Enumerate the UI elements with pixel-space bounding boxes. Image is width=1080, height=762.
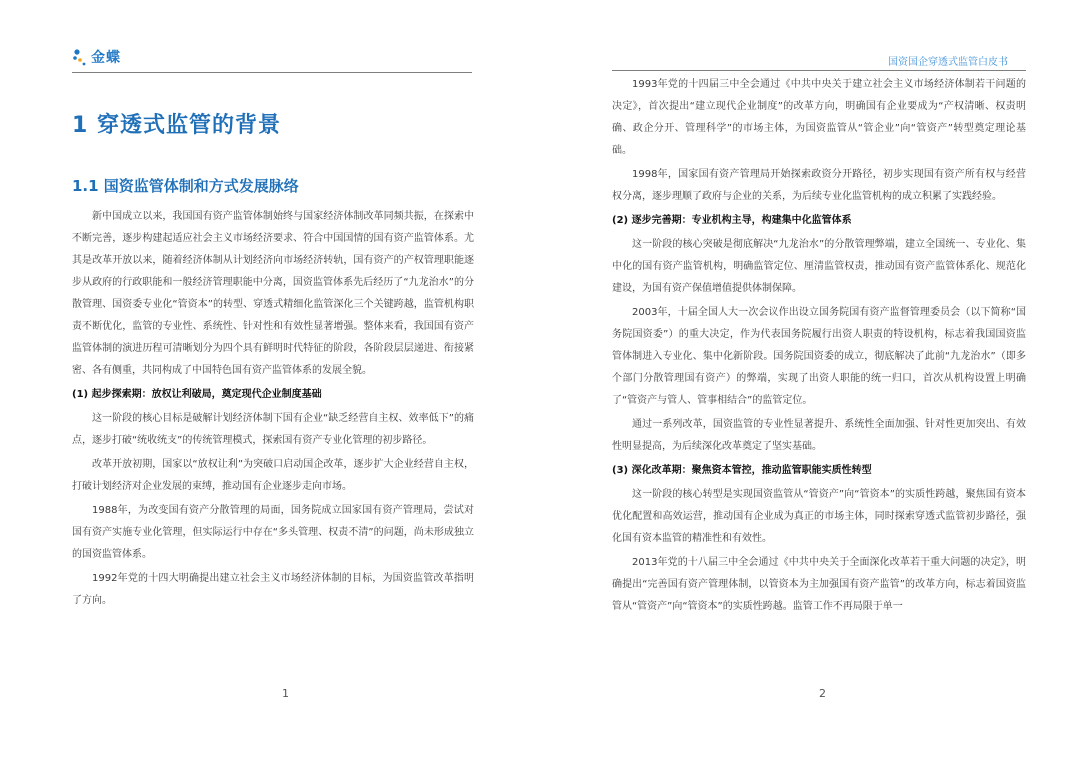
paragraph: 1992年党的十四大明确提出建立社会主义市场经济体制的目标，为国资监管改革指明了方向。: [72, 573, 474, 606]
paragraph: 1993年党的十四届三中全会通过《中共中央关于建立社会主义市场经济体制若干问题的决定》，首次提出“建立现代企业制度”的改革方向，明确国有企业要成为“产权清晰、权责明确、政企分开、管理科学”的市场主体，为国资监管从“管企业”向“管资产”转型奠定理论基础。: [612, 79, 1026, 156]
jindie-dots-icon: [72, 47, 88, 67]
page-number: 2: [819, 687, 826, 700]
subheading: (3) 深化改革期：聚焦资本管控，推动监管职能实质性转型: [612, 465, 872, 476]
paragraph: 这一阶段的核心转型是实现国资监管从“管资产”向“管资本”的实质性跨越，聚焦国有资本优化配置和高效运营，推动国有企业成为真正的市场主体，同时探索穿透式监管初步路径，强化国有资本监管的精准性和有效性。: [612, 489, 1026, 544]
subheading: (1) 起步探索期：放权让利破局，奠定现代企业制度基础: [72, 389, 322, 400]
body-text: [72, 206, 474, 614]
page-2: [540, 0, 1080, 762]
paragraph: 2003年，十届全国人大一次会议作出设立国务院国有资产监督管理委员会（以下简称“国务院国资委”）的重大决定，作为代表国务院履行出资人职责的特设机构，标志着我国国资监管体制进入专业化、集中化新阶段。国务院国资委的成立，彻底解决了此前“九龙治水”（即多个部门分散管理国有资产）的弊端，实现了出资人职能的统一归口，首次从机构设置上明确了“管资产与管人、管事相结合”的监管定位。: [612, 307, 1026, 406]
paragraph: 这一阶段的核心目标是破解计划经济体制下国有企业“缺乏经营自主权、效率低下”的痛点，逐步打破“统收统支”的传统管理模式，探索国有资产专业化管理的初步路径。: [72, 413, 474, 446]
chapter-title: 1 穿透式监管的背景: [72, 113, 281, 138]
section-title: 1.1 国资监管体制和方式发展脉络: [72, 177, 299, 195]
body-text: [612, 74, 1026, 620]
header-rule: [612, 70, 1026, 71]
paragraph: 2013年党的十八届三中全会通过《中共中央关于全面深化改革若干重大问题的决定》，明确提出“完善国有资产管理体制，以管资本为主加强国有资产监管”的改革方向，标志着国资监管从“管资产”向“管资本”的实质性跨越。监管工作不再局限于单一: [612, 557, 1026, 612]
page-number: 1: [282, 687, 289, 700]
paragraph: 1988年，为改变国有资产分散管理的局面，国务院成立国家国有资产管理局，尝试对国有资产实施专业化管理，但实际运行中存在“多头管理、权责不清”的问题，尚未形成独立的国资监管体系。: [72, 505, 474, 560]
logo-text: 金蝶: [91, 50, 121, 66]
paragraph: 新中国成立以来，我国国有资产监管体制始终与国家经济体制改革同频共振，在探索中不断完善，逐步构建起适应社会主义市场经济要求、符合中国国情的国有资产监管体系。尤其是改革开放以来，随着经济体制从计划经济向市场经济转轨，国有资产的产权管理职能逐步从政府的行政职能和一般经济管理职能中分离，国资监管体系先后经历了“九龙治水”的分散管理、国资委专业化“管资本”的转型、穿透式精细化监管深化三个关键跨越，监管机构职责不断优化，监管的专业性、系统性、针对性和有效性显著增强。整体来看，我国国有资产监管体制的演进历程可清晰划分为四个具有鲜明时代特征的阶段，各阶段层层递进、衔接紧密、各有侧重，共同构成了中国特色国有资产监管体系的发展全貌。: [72, 211, 474, 376]
header-rule: [72, 72, 472, 73]
subheading: (2) 逐步完善期：专业机构主导，构建集中化监管体系: [612, 215, 852, 226]
running-header: 国资国企穿透式监管白皮书: [888, 57, 1008, 68]
paragraph: 这一阶段的核心突破是彻底解决“九龙治水”的分散管理弊端，建立全国统一、专业化、集中化的国有资产监管机构，明确监管定位、厘清监管权责，推动国有资产监管体系化、规范化建设，为国有资产保值增值提供体制保障。: [612, 239, 1026, 294]
paragraph: 通过一系列改革，国资监管的专业性显著提升、系统性全面加强、针对性更加突出、有效性明显提高，为后续深化改革奠定了坚实基础。: [612, 419, 1026, 452]
logo: [72, 47, 121, 67]
paragraph: 改革开放初期，国家以“放权让利”为突破口启动国企改革，逐步扩大企业经营自主权，打破计划经济对企业发展的束缚，推动国有企业逐步走向市场。: [72, 459, 474, 492]
paragraph: 1998年，国家国有资产管理局开始探索政资分开路径，初步实现国有资产所有权与经营权分离，逐步理顺了政府与企业的关系，为后续专业化监管机构的成立积累了实践经验。: [612, 169, 1026, 202]
